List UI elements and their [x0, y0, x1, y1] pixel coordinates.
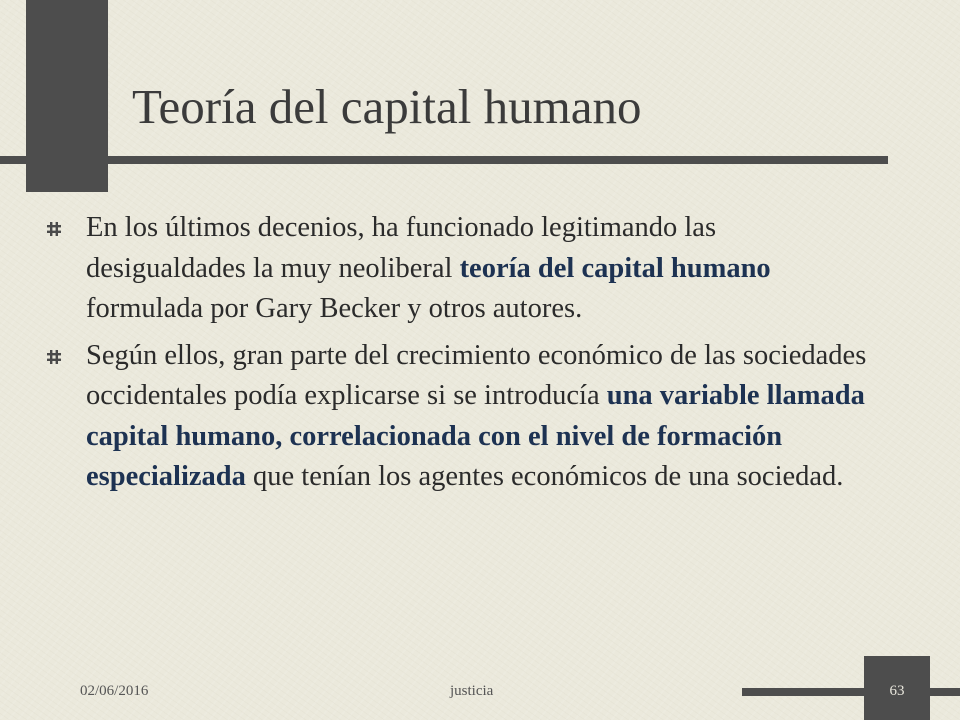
bullet-item	[44, 336, 874, 498]
title-divider	[0, 156, 888, 164]
hash-bullet-icon	[46, 221, 62, 237]
bullet-item	[44, 208, 874, 330]
page-number: 63	[889, 683, 905, 699]
bullet-list	[44, 208, 874, 504]
slide-title: Teoría del capital humano	[132, 79, 642, 134]
bullet-text-highlight: teoría del capital humano	[459, 252, 771, 284]
bullet-text-plain: En los últimos decenios, ha funcionado legitimando las desigualdades la muy neoliberal	[86, 212, 717, 284]
footer-center-text: justicia	[450, 683, 494, 699]
footer-date: 02/06/2016	[80, 683, 149, 699]
bullet-text-highlight: una variable llamada capital humano, correlacionada con el nivel de formación especializada	[86, 380, 865, 492]
bullet-text-plain: formulada por Gary Becker y otros autores.	[86, 293, 583, 324]
bullet-text-plain: Según ellos, gran parte del crecimiento económico de las sociedades occidentales podía explicarse si se introducía	[86, 339, 867, 411]
hash-bullet-icon	[46, 349, 62, 365]
page-number-box	[864, 656, 930, 720]
bullet-text-plain: que tenían los agentes económicos de una sociedad.	[245, 461, 844, 492]
